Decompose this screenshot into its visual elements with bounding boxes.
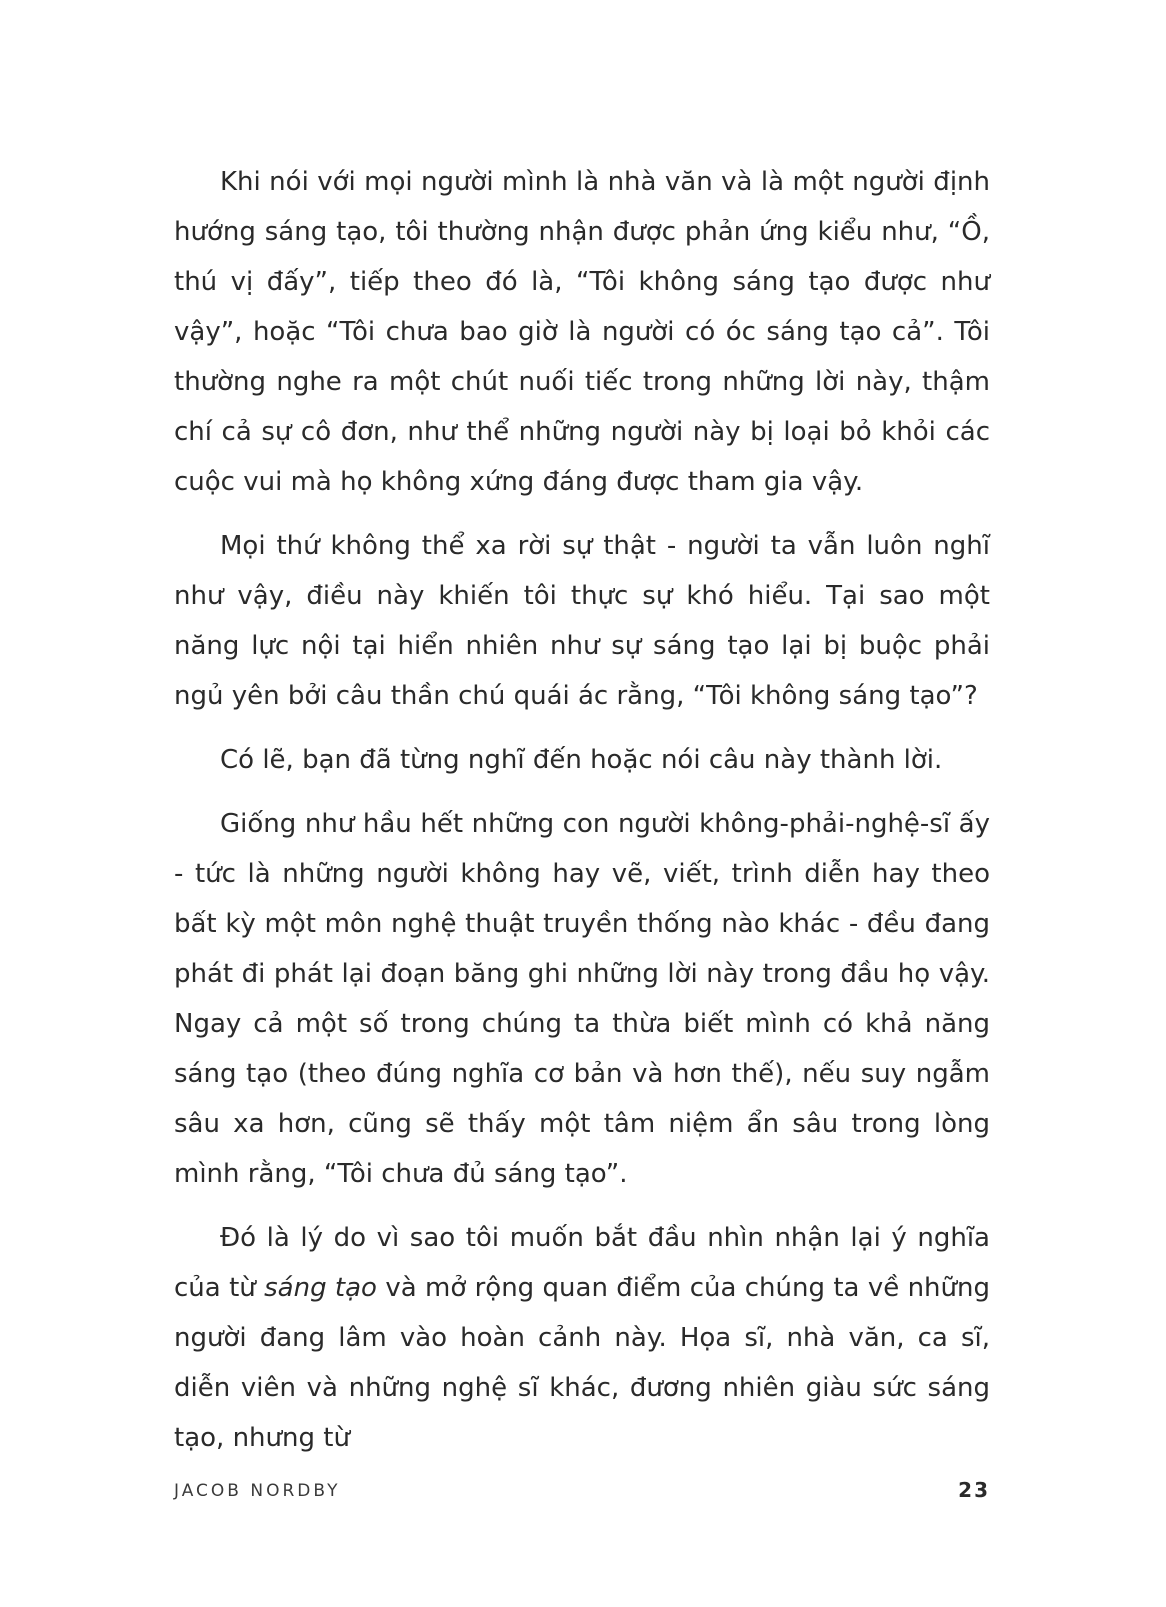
body-text xyxy=(174,157,990,1477)
footer-author: JACOB NORDBY xyxy=(174,1481,341,1501)
paragraph-5-before: Đó là lý do vì sao tôi muốn bắt đầu nhìn nhận lại ý nghĩa của từ xyxy=(174,1223,990,1303)
page-number: 23 xyxy=(958,1478,990,1502)
paragraph-2: Mọi thứ không thể xa rời sự thật - người ta vẫn luôn nghĩ như vậy, điều này khiến tôi thực sự khó hiểu. Tại sao một năng lực nội tại hiển nhiên như sự sáng tạo lại bị buộc phải ngủ yên bởi câu thần chú quái ác rằng, “Tôi không sáng tạo”? xyxy=(174,531,990,711)
paragraph-5 xyxy=(174,1213,990,1463)
paragraph-5-after: và mở rộng quan điểm của chúng ta về những người đang lâm vào hoàn cảnh này. Họa sĩ, nhà văn, ca sĩ, diễn viên và những nghệ sĩ khác, đương nhiên giàu sức sáng tạo, nhưng từ xyxy=(174,1273,990,1453)
paragraph-1: Khi nói với mọi người mình là nhà văn và là một người định hướng sáng tạo, tôi thường nhận được phản ứng kiểu như, “Ồ, thú vị đấy”, tiếp theo đó là, “Tôi không sáng tạo được như vậy”, hoặc “Tôi chưa bao giờ là người có óc sáng tạo cả”. Tôi thường nghe ra một chút nuối tiếc trong những lời này, thậm chí cả sự cô đơn, như thể những người này bị loại bỏ khỏi các cuộc vui mà họ không xứng đáng được tham gia vậy. xyxy=(174,167,990,497)
paragraph-3: Có lẽ, bạn đã từng nghĩ đến hoặc nói câu này thành lời. xyxy=(220,745,943,775)
paragraph-5-emphasis: sáng tạo xyxy=(264,1273,377,1303)
paragraph-4: Giống như hầu hết những con người không-phải-nghệ-sĩ ấy - tức là những người không hay vẽ, viết, trình diễn hay theo bất kỳ một môn nghệ thuật truyền thống nào khác - đều đang phát đi phát lại đoạn băng ghi những lời này trong đầu họ vậy. Ngay cả một số trong chúng ta thừa biết mình có khả năng sáng tạo (theo đúng nghĩa cơ bản và hơn thế), nếu suy ngẫm sâu xa hơn, cũng sẽ thấy một tâm niệm ẩn sâu trong lòng mình rằng, “Tôi chưa đủ sáng tạo”. xyxy=(174,809,990,1189)
